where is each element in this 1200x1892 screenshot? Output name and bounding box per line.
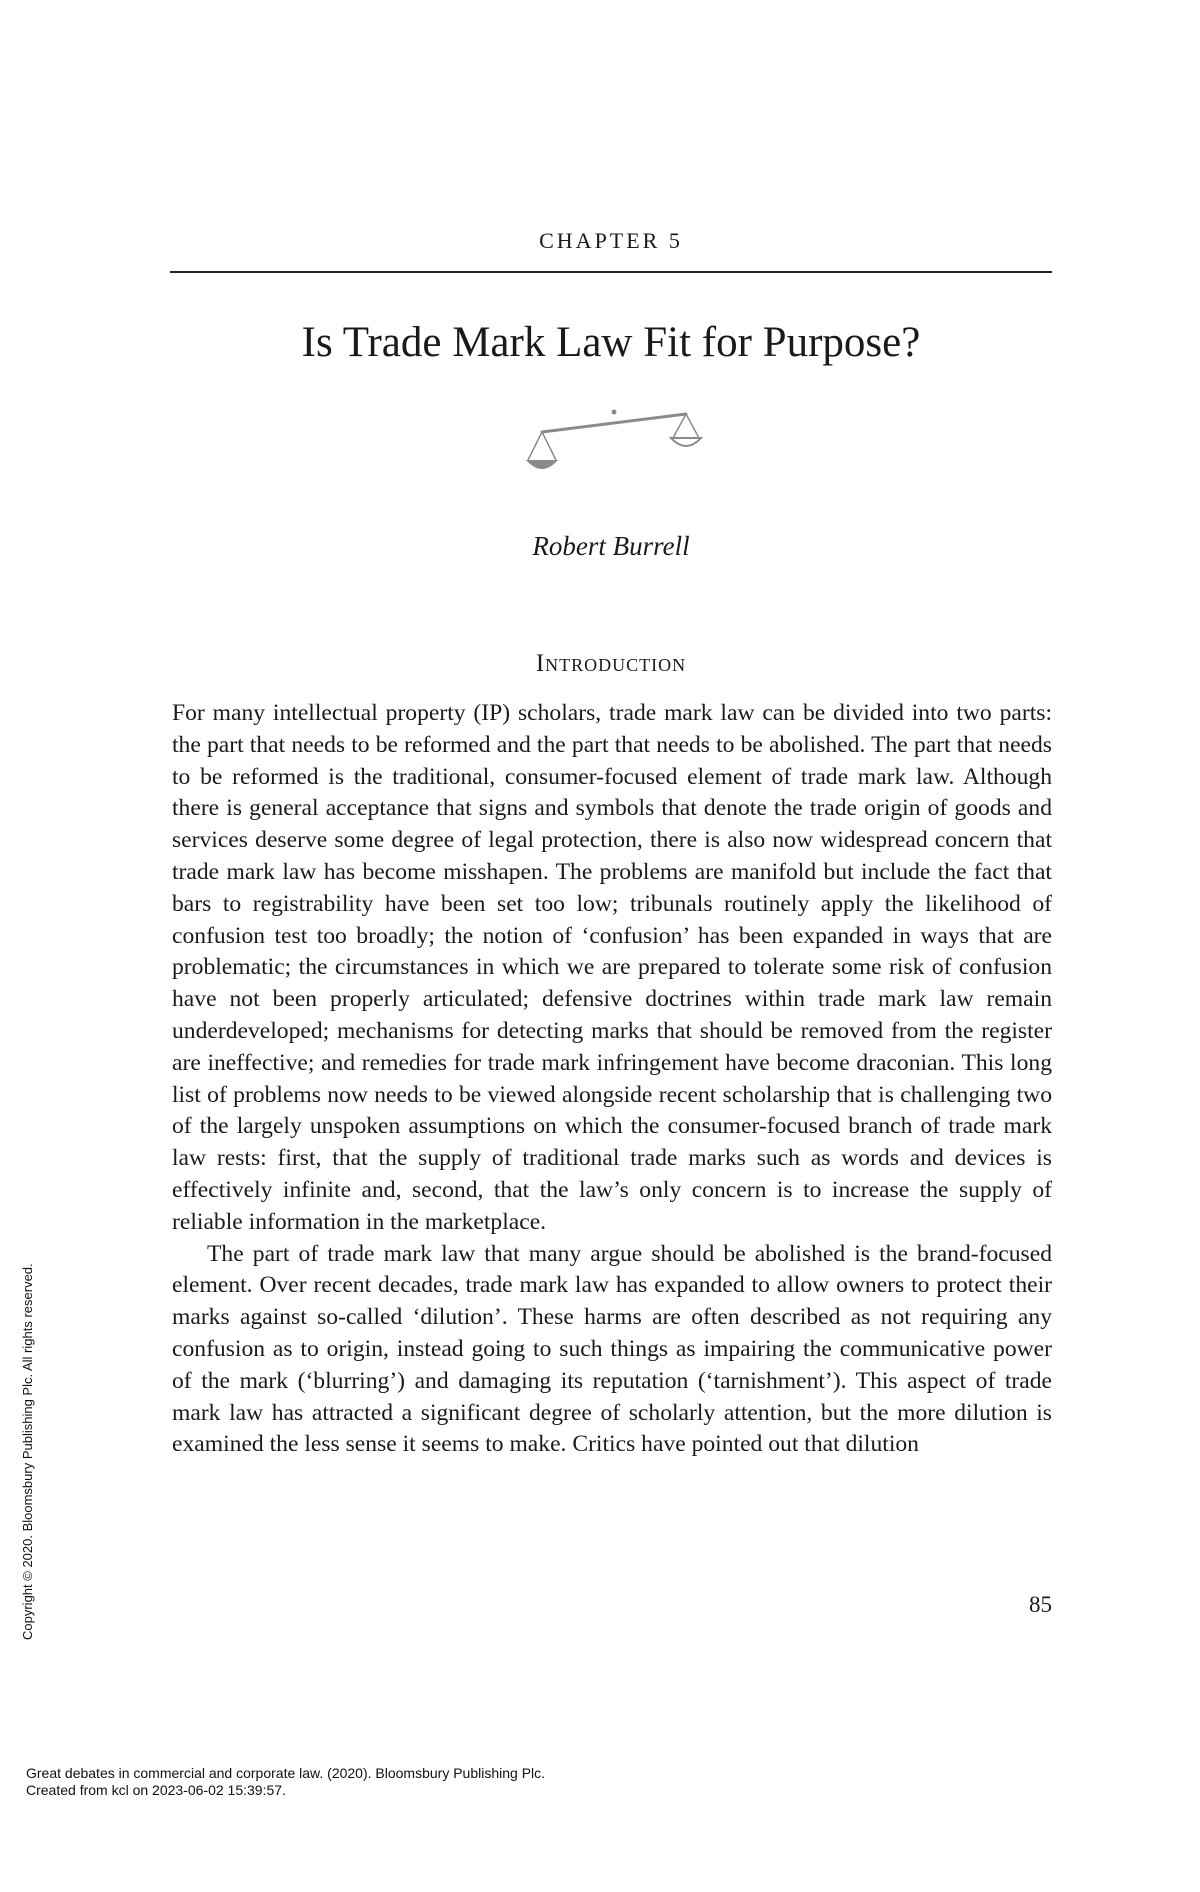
author-name: Robert Burrell (532, 531, 690, 561)
footer (26, 1765, 545, 1799)
copyright-notice: Copyright © 2020. Bloomsbury Publishing Plc. All rights reserved. (20, 1263, 35, 1640)
scales-of-justice-icon (518, 398, 708, 478)
body-text (172, 698, 1052, 1461)
footer-citation: Great debates in commercial and corporate law. (2020). Bloomsbury Publishing Plc. (26, 1765, 546, 1781)
chapter-divider (170, 271, 1052, 273)
section-heading: Introduction (535, 650, 687, 677)
paragraph: For many intellectual property (IP) scholars, trade mark law can be divided into two parts: the part that needs to be reformed and the part that needs to be abolished. The part that needs to be reformed is the traditional, consumer-focused element of trade mark law. Although there is general acceptance that signs and symbols that denote the trade origin of goods and services deserve some degree of legal protection, there is also now widespread concern that trade mark law has become misshapen. The problems are manifold but include the fact that bars to registrability have been set too low; tribunals routinely apply the likelihood of confusion test too broadly; the notion of ‘confusion’ has been expanded in ways that are problematic; the circumstances in which we are prepared to tolerate some risk of confusion have not been properly articulated; defensive doctrines within trade mark law remain underdeveloped; mechanisms for detecting marks that should be removed from the register are ineffective; and remedies for trade mark infringement have become draconian. This long list of problems now needs to be viewed alongside recent scholarship that is challenging two of the largely unspoken assumptions on which the consumer-focused branch of trade mark law rests: first, that the supply of traditional trade marks such as words and devices is effectively infinite and, second, that the law’s only concern is to increase the supply of reliable information in the marketplace. (172, 700, 1052, 1235)
footer-created: Created from kcl on 2023-06-02 15:39:57. (26, 1782, 286, 1798)
chapter-label: CHAPTER 5 (539, 228, 683, 253)
paragraph: The part of trade mark law that many argue should be abolished is the brand-focused element. Over recent decades, trade mark law has expanded to allow owners to protect their marks against so-called ‘dilution’. These harms are often described as not requiring any confusion as to origin, instead going to such things as impairing the communicative power of the mark (‘blurring’) and damaging its reputation (‘tarnishment’). This aspect of trade mark law has attracted a significant degree of scholarly attention, but the more dilution is examined the less sense it seems to make. Critics have pointed out that dilution (172, 1240, 1052, 1458)
page-number: 85 (1029, 1592, 1052, 1617)
chapter-title: Is Trade Mark Law Fit for Purpose? (301, 319, 921, 366)
